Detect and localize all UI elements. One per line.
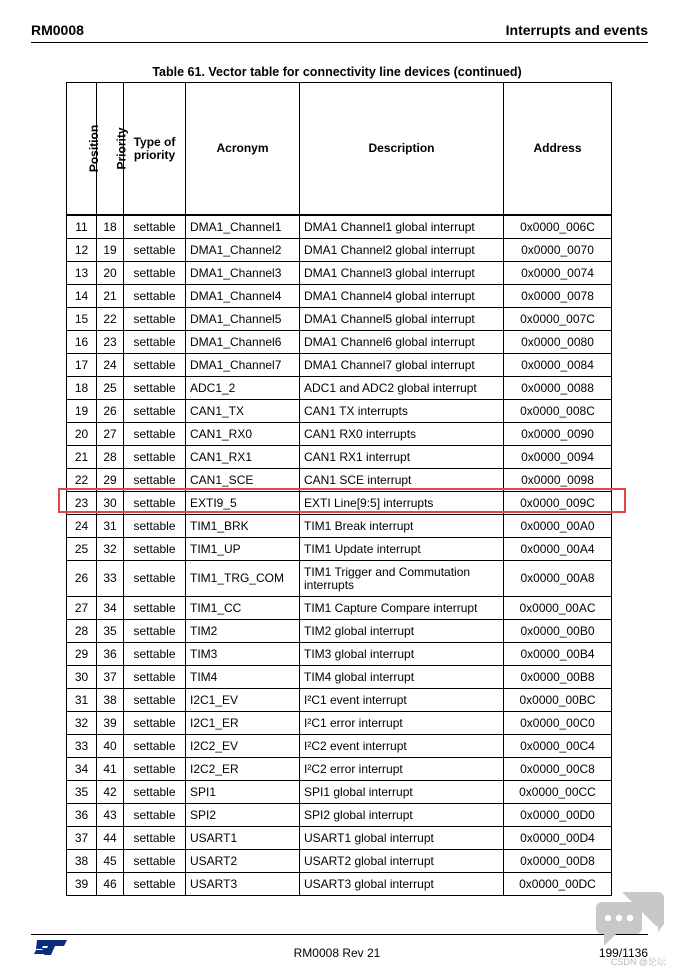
cell-acronym: DMA1_Channel2 (186, 239, 300, 262)
cell-priority: 26 (97, 400, 124, 423)
cell-type: settable (124, 423, 186, 446)
table-caption: Table 61. Vector table for connectivity line devices (continued) (152, 65, 522, 79)
cell-type: settable (124, 561, 186, 597)
cell-type: settable (124, 354, 186, 377)
cell-position: 11 (67, 215, 97, 239)
cell-type: settable (124, 666, 186, 689)
cell-description: ADC1 and ADC2 global interrupt (300, 377, 504, 400)
cell-address: 0x0000_00C4 (504, 735, 612, 758)
cell-description: DMA1 Channel5 global interrupt (300, 308, 504, 331)
cell-description: DMA1 Channel3 global interrupt (300, 262, 504, 285)
cell-priority: 21 (97, 285, 124, 308)
table-row (67, 262, 612, 285)
cell-priority: 32 (97, 538, 124, 561)
table-row (67, 215, 612, 239)
cell-priority: 27 (97, 423, 124, 446)
cell-type: settable (124, 308, 186, 331)
cell-priority: 22 (97, 308, 124, 331)
cell-type: settable (124, 446, 186, 469)
table-row (67, 781, 612, 804)
cell-position: 12 (67, 239, 97, 262)
cell-type: settable (124, 469, 186, 492)
cell-description: TIM1 Update interrupt (300, 538, 504, 561)
cell-type: settable (124, 712, 186, 735)
table-row (67, 666, 612, 689)
cell-address: 0x0000_00D8 (504, 850, 612, 873)
cell-type: settable (124, 620, 186, 643)
cell-type: settable (124, 262, 186, 285)
cell-position: 37 (67, 827, 97, 850)
cell-position: 23 (67, 492, 97, 515)
cell-position: 32 (67, 712, 97, 735)
cell-acronym: TIM1_BRK (186, 515, 300, 538)
cell-address: 0x0000_00D0 (504, 804, 612, 827)
cell-acronym: DMA1_Channel3 (186, 262, 300, 285)
cell-priority: 41 (97, 758, 124, 781)
cell-type: settable (124, 597, 186, 620)
cell-address: 0x0000_00BC (504, 689, 612, 712)
cell-address: 0x0000_007C (504, 308, 612, 331)
cell-description: TIM4 global interrupt (300, 666, 504, 689)
cell-acronym: SPI1 (186, 781, 300, 804)
cell-address: 0x0000_00B4 (504, 643, 612, 666)
cell-address: 0x0000_00D4 (504, 827, 612, 850)
cell-description: TIM1 Break interrupt (300, 515, 504, 538)
cell-position: 31 (67, 689, 97, 712)
cell-type: settable (124, 758, 186, 781)
cell-acronym: I2C2_EV (186, 735, 300, 758)
cell-priority: 46 (97, 873, 124, 896)
cell-acronym: USART3 (186, 873, 300, 896)
cell-acronym: I2C2_ER (186, 758, 300, 781)
table-row (67, 400, 612, 423)
cell-acronym: SPI2 (186, 804, 300, 827)
table-body (67, 215, 612, 896)
cell-priority: 25 (97, 377, 124, 400)
cell-type: settable (124, 873, 186, 896)
cell-acronym: TIM1_TRG_COM (186, 561, 300, 597)
cell-position: 15 (67, 308, 97, 331)
table-row (67, 354, 612, 377)
cell-description: USART2 global interrupt (300, 850, 504, 873)
cell-address: 0x0000_00C8 (504, 758, 612, 781)
cell-acronym: CAN1_RX1 (186, 446, 300, 469)
cell-position: 39 (67, 873, 97, 896)
cell-acronym: CAN1_RX0 (186, 423, 300, 446)
cell-type: settable (124, 689, 186, 712)
cell-position: 17 (67, 354, 97, 377)
cell-priority: 30 (97, 492, 124, 515)
cell-address: 0x0000_0070 (504, 239, 612, 262)
table-row (67, 446, 612, 469)
cell-priority: 31 (97, 515, 124, 538)
cell-acronym: TIM1_CC (186, 597, 300, 620)
cell-type: settable (124, 377, 186, 400)
cell-description: DMA1 Channel4 global interrupt (300, 285, 504, 308)
cell-description: DMA1 Channel7 global interrupt (300, 354, 504, 377)
cell-priority: 18 (97, 215, 124, 239)
header-doc-id: RM0008 (31, 22, 84, 38)
cell-address: 0x0000_0084 (504, 354, 612, 377)
table-row (67, 423, 612, 446)
cell-address: 0x0000_006C (504, 215, 612, 239)
cell-description: CAN1 SCE interrupt (300, 469, 504, 492)
cell-address: 0x0000_0088 (504, 377, 612, 400)
cell-acronym: USART2 (186, 850, 300, 873)
cell-description: I²C2 event interrupt (300, 735, 504, 758)
cell-address: 0x0000_0098 (504, 469, 612, 492)
cell-address: 0x0000_00DC (504, 873, 612, 896)
cell-description: DMA1 Channel6 global interrupt (300, 331, 504, 354)
cell-description: I²C1 error interrupt (300, 712, 504, 735)
footer-divider (31, 934, 648, 935)
cell-acronym: DMA1_Channel7 (186, 354, 300, 377)
cell-acronym: DMA1_Channel1 (186, 215, 300, 239)
cell-position: 30 (67, 666, 97, 689)
cell-position: 19 (67, 400, 97, 423)
cell-type: settable (124, 781, 186, 804)
cell-address: 0x0000_009C (504, 492, 612, 515)
cell-priority: 45 (97, 850, 124, 873)
cell-type: settable (124, 643, 186, 666)
cell-address: 0x0000_0074 (504, 262, 612, 285)
cell-address: 0x0000_00A4 (504, 538, 612, 561)
cell-address: 0x0000_00B0 (504, 620, 612, 643)
cell-position: 25 (67, 538, 97, 561)
cell-description: TIM2 global interrupt (300, 620, 504, 643)
cell-description: USART1 global interrupt (300, 827, 504, 850)
cell-type: settable (124, 735, 186, 758)
cell-acronym: ADC1_2 (186, 377, 300, 400)
cell-position: 28 (67, 620, 97, 643)
cell-position: 27 (67, 597, 97, 620)
table-row (67, 620, 612, 643)
cell-type: settable (124, 850, 186, 873)
cell-position: 38 (67, 850, 97, 873)
cell-acronym: I2C1_EV (186, 689, 300, 712)
table-row (67, 538, 612, 561)
table-row (67, 515, 612, 538)
table-row (67, 758, 612, 781)
cell-type: settable (124, 239, 186, 262)
cell-description: I²C1 event interrupt (300, 689, 504, 712)
cell-address: 0x0000_00CC (504, 781, 612, 804)
col-header-description: Description (300, 83, 504, 216)
header-divider (31, 42, 648, 43)
cell-description: CAN1 RX1 interrupt (300, 446, 504, 469)
cell-type: settable (124, 827, 186, 850)
cell-acronym: DMA1_Channel6 (186, 331, 300, 354)
cell-position: 24 (67, 515, 97, 538)
cell-priority: 28 (97, 446, 124, 469)
cell-acronym: TIM2 (186, 620, 300, 643)
cell-priority: 23 (97, 331, 124, 354)
cell-address: 0x0000_0094 (504, 446, 612, 469)
table-row (67, 561, 612, 597)
header-section-title: Interrupts and events (505, 22, 648, 38)
cell-acronym: DMA1_Channel5 (186, 308, 300, 331)
table-row (67, 643, 612, 666)
cell-description: CAN1 RX0 interrupts (300, 423, 504, 446)
cell-position: 35 (67, 781, 97, 804)
cell-position: 34 (67, 758, 97, 781)
cell-position: 14 (67, 285, 97, 308)
cell-address: 0x0000_0090 (504, 423, 612, 446)
col-header-address: Address (504, 83, 612, 216)
highlight-box-exti9-5 (58, 488, 626, 513)
cell-position: 22 (67, 469, 97, 492)
col-header-priority: Priority (97, 83, 124, 216)
cell-position: 16 (67, 331, 97, 354)
table-row (67, 827, 612, 850)
cell-description: SPI1 global interrupt (300, 781, 504, 804)
cell-priority: 37 (97, 666, 124, 689)
cell-description: TIM3 global interrupt (300, 643, 504, 666)
cell-type: settable (124, 400, 186, 423)
cell-priority: 38 (97, 689, 124, 712)
cell-position: 33 (67, 735, 97, 758)
cell-position: 36 (67, 804, 97, 827)
cell-priority: 20 (97, 262, 124, 285)
cell-priority: 42 (97, 781, 124, 804)
table-header-row (67, 83, 612, 216)
cell-type: settable (124, 215, 186, 239)
cell-description: DMA1 Channel1 global interrupt (300, 215, 504, 239)
cell-acronym: TIM4 (186, 666, 300, 689)
cell-description: TIM1 Capture Compare interrupt (300, 597, 504, 620)
cell-priority: 43 (97, 804, 124, 827)
cell-address: 0x0000_00A0 (504, 515, 612, 538)
table-row (67, 331, 612, 354)
table-row (67, 308, 612, 331)
footer-page-number: 199/1136 (598, 946, 648, 960)
table-row (67, 712, 612, 735)
cell-address: 0x0000_00A8 (504, 561, 612, 597)
cell-priority: 39 (97, 712, 124, 735)
cell-address: 0x0000_00C0 (504, 712, 612, 735)
table-row (67, 804, 612, 827)
cell-position: 18 (67, 377, 97, 400)
cell-position: 20 (67, 423, 97, 446)
watermark-text: CSDN @论坛 (610, 957, 666, 967)
cell-acronym: TIM3 (186, 643, 300, 666)
cell-description: I²C2 error interrupt (300, 758, 504, 781)
cell-description: EXTI Line[9:5] interrupts (300, 492, 504, 515)
table-row (67, 689, 612, 712)
cell-acronym: CAN1_TX (186, 400, 300, 423)
cell-address: 0x0000_00AC (504, 597, 612, 620)
table-row (67, 597, 612, 620)
cell-priority: 33 (97, 561, 124, 597)
cell-type: settable (124, 331, 186, 354)
table-row (67, 850, 612, 873)
cell-acronym: CAN1_SCE (186, 469, 300, 492)
cell-priority: 40 (97, 735, 124, 758)
table-row (67, 735, 612, 758)
cell-acronym: I2C1_ER (186, 712, 300, 735)
footer-revision: RM0008 Rev 21 (293, 946, 381, 960)
cell-type: settable (124, 285, 186, 308)
table-row (67, 285, 612, 308)
cell-acronym: USART1 (186, 827, 300, 850)
table-row (67, 873, 612, 896)
cell-address: 0x0000_0078 (504, 285, 612, 308)
cell-address: 0x0000_0080 (504, 331, 612, 354)
cell-acronym: TIM1_UP (186, 538, 300, 561)
cell-acronym: DMA1_Channel4 (186, 285, 300, 308)
cell-priority: 29 (97, 469, 124, 492)
table-row (67, 239, 612, 262)
cell-position: 26 (67, 561, 97, 597)
col-header-position: Position (67, 83, 97, 216)
cell-address: 0x0000_008C (504, 400, 612, 423)
cell-priority: 36 (97, 643, 124, 666)
cell-description: DMA1 Channel2 global interrupt (300, 239, 504, 262)
cell-type: settable (124, 804, 186, 827)
cell-address: 0x0000_00B8 (504, 666, 612, 689)
cell-priority: 34 (97, 597, 124, 620)
cell-position: 13 (67, 262, 97, 285)
cell-description: TIM1 Trigger and Commutation interrupts (300, 561, 504, 597)
cell-type: settable (124, 515, 186, 538)
table-row (67, 377, 612, 400)
col-header-acronym: Acronym (186, 83, 300, 216)
cell-position: 21 (67, 446, 97, 469)
cell-type: settable (124, 492, 186, 515)
cell-description: SPI2 global interrupt (300, 804, 504, 827)
cell-priority: 44 (97, 827, 124, 850)
cell-priority: 19 (97, 239, 124, 262)
cell-priority: 35 (97, 620, 124, 643)
cell-description: USART3 global interrupt (300, 873, 504, 896)
cell-priority: 24 (97, 354, 124, 377)
chat-bubble-icon (594, 890, 666, 952)
cell-position: 29 (67, 643, 97, 666)
cell-type: settable (124, 538, 186, 561)
col-header-type: Type of priority (124, 83, 186, 216)
cell-acronym: EXTI9_5 (186, 492, 300, 515)
cell-description: CAN1 TX interrupts (300, 400, 504, 423)
